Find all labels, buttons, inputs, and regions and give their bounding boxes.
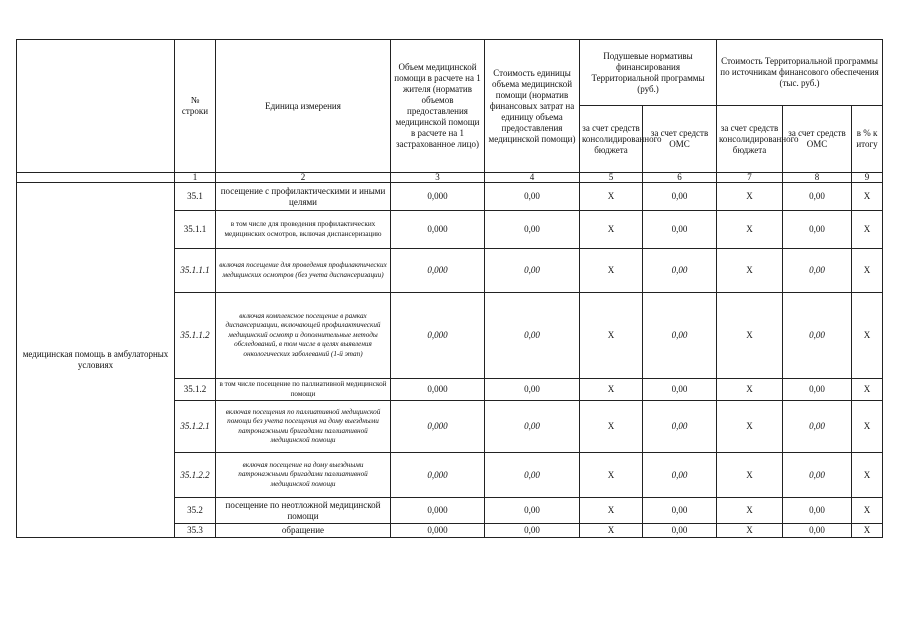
oms-cost-value: 0,00 xyxy=(783,498,852,524)
percent-value: X xyxy=(852,249,883,293)
oms-per-capita-value: 0,00 xyxy=(643,249,717,293)
volume-value: 0,000 xyxy=(391,293,485,379)
oms-cost-value: 0,00 xyxy=(783,249,852,293)
column-number: 3 xyxy=(391,173,485,183)
unit-cost-value: 0,00 xyxy=(485,524,580,538)
unit-cost-value: 0,00 xyxy=(485,211,580,249)
oms-header-a: за счет средств ОМС xyxy=(643,106,717,173)
funding-table xyxy=(16,39,883,538)
percent-value: X xyxy=(852,211,883,249)
oms-per-capita-value: 0,00 xyxy=(643,524,717,538)
percent-value: X xyxy=(852,379,883,401)
oms-per-capita-value: 0,00 xyxy=(643,379,717,401)
oms-per-capita-value: 0,00 xyxy=(643,211,717,249)
row-number: 35.1.1.2 xyxy=(175,293,216,379)
row-number: 35.3 xyxy=(175,524,216,538)
consolidated-budget-header-a: за счет средств консолидированного бюджета xyxy=(580,106,643,173)
column-number: 1 xyxy=(175,173,216,183)
consolidated-cost-value: X xyxy=(717,453,783,498)
unit-cost-value: 0,00 xyxy=(485,498,580,524)
unit-cost-value: 0,00 xyxy=(485,183,580,211)
unit-cell: в том числе для проведения профилактических медицинских осмотров, включая диспансеризацию xyxy=(216,211,391,249)
percent-header: в % к итогу xyxy=(852,106,883,173)
consolidated-cost-value: X xyxy=(717,211,783,249)
row-number: 35.1.2.1 xyxy=(175,401,216,453)
column-number: 6 xyxy=(643,173,717,183)
volume-value: 0,000 xyxy=(391,453,485,498)
column-number: 7 xyxy=(717,173,783,183)
consolidated-per-capita-value: X xyxy=(580,183,643,211)
oms-per-capita-value: 0,00 xyxy=(643,401,717,453)
volume-value: 0,000 xyxy=(391,379,485,401)
unit-cell: обращение xyxy=(216,524,391,538)
unit-cost-value: 0,00 xyxy=(485,249,580,293)
oms-per-capita-value: 0,00 xyxy=(643,498,717,524)
blank-header-cell xyxy=(17,40,175,173)
percent-value: X xyxy=(852,293,883,379)
consolidated-cost-value: X xyxy=(717,401,783,453)
row-number: 35.1.1.1 xyxy=(175,249,216,293)
oms-cost-value: 0,00 xyxy=(783,379,852,401)
oms-cost-value: 0,00 xyxy=(783,524,852,538)
unit-cost-value: 0,00 xyxy=(485,453,580,498)
consolidated-per-capita-value: X xyxy=(580,211,643,249)
percent-value: X xyxy=(852,524,883,538)
consolidated-cost-value: X xyxy=(717,379,783,401)
unit-cost-value: 0,00 xyxy=(485,401,580,453)
column-number: 2 xyxy=(216,173,391,183)
column-number: 5 xyxy=(580,173,643,183)
unit-header: Единица измерения xyxy=(216,40,391,173)
oms-cost-value: 0,00 xyxy=(783,453,852,498)
consolidated-per-capita-value: X xyxy=(580,453,643,498)
volume-value: 0,000 xyxy=(391,498,485,524)
row-number: 35.1.2.2 xyxy=(175,453,216,498)
row-number: 35.1.2 xyxy=(175,379,216,401)
table-row xyxy=(17,183,883,211)
percent-value: X xyxy=(852,401,883,453)
row-number: 35.2 xyxy=(175,498,216,524)
row-number-header: № строки xyxy=(175,40,216,173)
unit-cell: включая посещение для проведения профилактических медицинских осмотров (без учета диспансеризации) xyxy=(216,249,391,293)
consolidated-cost-value: X xyxy=(717,183,783,211)
row-number: 35.1 xyxy=(175,183,216,211)
consolidated-per-capita-value: X xyxy=(580,524,643,538)
oms-cost-value: 0,00 xyxy=(783,401,852,453)
oms-per-capita-value: 0,00 xyxy=(643,293,717,379)
consolidated-cost-value: X xyxy=(717,498,783,524)
unit-cell: в том числе посещение по паллиативной медицинской помощи xyxy=(216,379,391,401)
column-number-blank xyxy=(17,173,175,183)
column-number: 4 xyxy=(485,173,580,183)
unit-cell: посещение с профилактическими и иными целями xyxy=(216,183,391,211)
column-number: 9 xyxy=(852,173,883,183)
oms-header-b: за счет средств ОМС xyxy=(783,106,852,173)
unit-cell: включая посещение на дому выездными патронажными бригадами паллиативной медицинской помощи xyxy=(216,453,391,498)
consolidated-cost-value: X xyxy=(717,249,783,293)
consolidated-budget-header-b: за счет средств консолидированного бюджета xyxy=(717,106,783,173)
column-number-row xyxy=(17,173,883,183)
consolidated-per-capita-value: X xyxy=(580,249,643,293)
consolidated-cost-value: X xyxy=(717,293,783,379)
consolidated-cost-value: X xyxy=(717,524,783,538)
volume-header: Объем медицинской помощи в расчете на 1 жителя (норматив объемов предоставления медицинской помощи в расчете на 1 застрахованное лицо) xyxy=(391,40,485,173)
percent-value: X xyxy=(852,183,883,211)
volume-value: 0,000 xyxy=(391,524,485,538)
column-number: 8 xyxy=(783,173,852,183)
consolidated-per-capita-value: X xyxy=(580,498,643,524)
consolidated-per-capita-value: X xyxy=(580,293,643,379)
volume-value: 0,000 xyxy=(391,401,485,453)
percent-value: X xyxy=(852,498,883,524)
unit-cost-header: Стоимость единицы объема медицинской помощи (норматив финансовых затрат на единицу объема предоставления медицинской помощи) xyxy=(485,40,580,173)
cost-total-header: Стоимость Территориальной программы по источникам финансового обеспечения (тыс. руб.) xyxy=(717,40,883,106)
unit-cell: посещение по неотложной медицинской помощи xyxy=(216,498,391,524)
consolidated-per-capita-value: X xyxy=(580,401,643,453)
oms-cost-value: 0,00 xyxy=(783,183,852,211)
oms-per-capita-value: 0,00 xyxy=(643,183,717,211)
unit-cell: включая комплексное посещение в рамках диспансеризации, включающей профилактический медицинский осмотр и дополнительные методы обследований, в том числе в целях выявления онкологических заболеваний (1-й этап) xyxy=(216,293,391,379)
volume-value: 0,000 xyxy=(391,249,485,293)
oms-per-capita-value: 0,00 xyxy=(643,453,717,498)
oms-cost-value: 0,00 xyxy=(783,211,852,249)
section-label: медицинская помощь в амбулаторных условиях xyxy=(17,183,175,538)
percent-value: X xyxy=(852,453,883,498)
consolidated-per-capita-value: X xyxy=(580,379,643,401)
oms-cost-value: 0,00 xyxy=(783,293,852,379)
unit-cost-value: 0,00 xyxy=(485,379,580,401)
row-number: 35.1.1 xyxy=(175,211,216,249)
unit-cost-value: 0,00 xyxy=(485,293,580,379)
volume-value: 0,000 xyxy=(391,183,485,211)
unit-cell: включая посещения по паллиативной медицинской помощи без учета посещения на дому выездными патронажными бригадами паллиативной медицинской помощи xyxy=(216,401,391,453)
volume-value: 0,000 xyxy=(391,211,485,249)
per-capita-header: Подушевые нормативы финансирования Территориальной программы (руб.) xyxy=(580,40,717,106)
